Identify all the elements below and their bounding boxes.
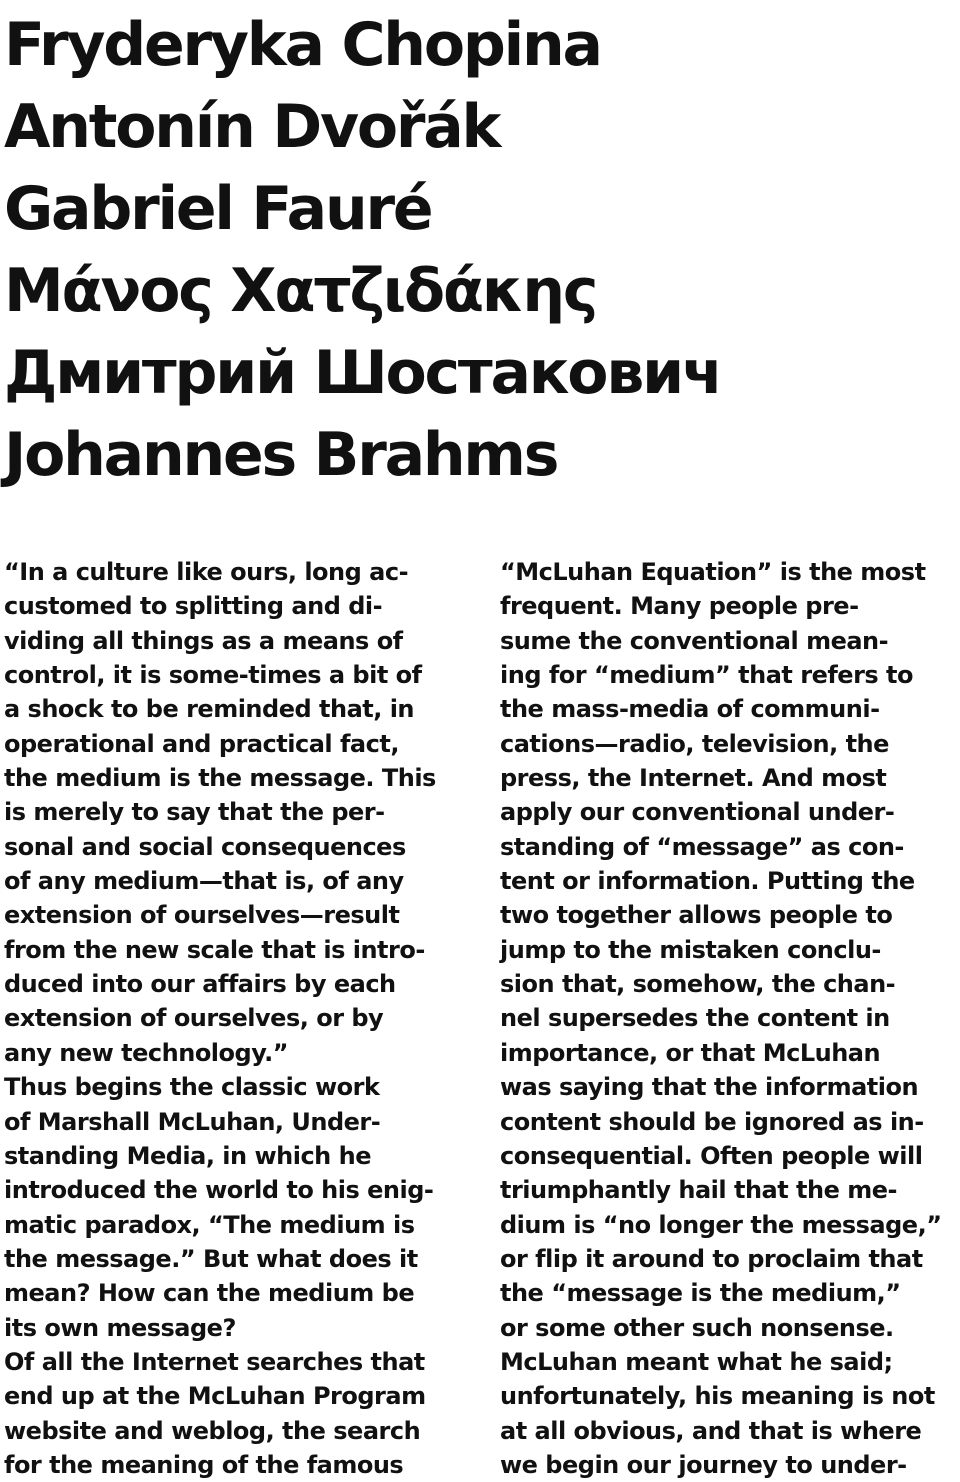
heading-hatzidakis: Μάνος Χατζιδάκης [4,256,597,326]
heading-dvorak: Antonín Dvořák [4,92,500,162]
text-line: sion that, somehow, the chan- [500,970,896,999]
text-line: of any medium—that is, of any [4,867,404,896]
body-text-right-column [500,555,956,1482]
text-line: the “message is the medium,” [500,1279,901,1308]
text-line: control, it is some-times a bit of [4,661,422,690]
heading-shostakovich: Дмитрий Шостакович [4,338,721,408]
text-line: duced into our affairs by each [4,970,396,999]
text-line: viding all things as a means of [4,626,403,655]
text-line: operational and practical fact, [4,729,399,758]
text-line: customed to splitting and di- [4,592,383,621]
text-line: “In a culture like ours, long ac- [4,558,409,586]
text-line: a shock to be reminded that, in [4,695,415,724]
text-line: importance, or that McLuhan [500,1038,881,1067]
text-line: standing of “message” as con- [500,832,904,861]
text-line: or some other such nonsense. [500,1313,894,1342]
text-line: from the new scale that is intro- [4,935,425,964]
text-line: sonal and social consequences [4,832,406,861]
text-line: for the meaning of the famous [4,1450,404,1479]
text-line: we begin our journey to under- [500,1450,907,1479]
text-line: end up at the McLuhan Program [4,1382,426,1411]
text-line: or flip it around to proclaim that [500,1244,923,1273]
text-line: press, the Internet. And most [500,764,887,793]
text-line: any new technology.” [4,1038,289,1067]
text-line: the message.” But what does it [4,1244,418,1273]
text-line: frequent. Many people pre- [500,592,859,621]
text-line: standing Media, in which he [4,1141,371,1170]
text-line: Thus begins the classic work [4,1073,380,1102]
text-line: consequential. Often people will [500,1141,923,1170]
text-line: was saying that the information [500,1073,919,1102]
text-line: its own message? [4,1313,236,1342]
composer-name-list [4,0,956,492]
text-line: introduced the world to his enig- [4,1176,434,1205]
text-line: mean? How can the medium be [4,1279,415,1308]
heading-brahms: Johannes Brahms [4,420,558,490]
text-line: two together allows people to [500,901,893,930]
text-line: of Marshall McLuhan, Under- [4,1107,381,1136]
text-line: apply our conventional under- [500,798,895,827]
text-line: jump to the mistaken conclu- [500,935,881,964]
text-line: triumphantly hail that the me- [500,1176,897,1205]
text-line: unfortunately, his meaning is not [500,1382,935,1411]
text-line: matic paradox, “The medium is [4,1210,415,1239]
text-line: the medium is the message. This [4,764,436,793]
text-line: is merely to say that the per- [4,798,385,827]
text-line: extension of ourselves, or by [4,1004,384,1033]
text-line: cations—radio, television, the [500,729,889,758]
text-line: sume the conventional mean- [500,626,889,655]
text-line: tent or information. Putting the [500,867,915,896]
text-line: ing for “medium” that refers to [500,661,914,690]
heading-chopin: Fryderyka Chopina [4,10,601,80]
text-line: at all obvious, and that is where [500,1416,922,1445]
text-line: extension of ourselves—result [4,901,400,930]
heading-faure: Gabriel Fauré [4,174,432,244]
text-line: Of all the Internet searches that [4,1347,425,1376]
body-text-left-column [4,555,474,1482]
text-line: McLuhan meant what he said; [500,1347,893,1376]
text-line: nel supersedes the content in [500,1004,890,1033]
text-line: website and weblog, the search [4,1416,421,1445]
text-line: content should be ignored as in- [500,1107,924,1136]
text-line: “McLuhan Equation” is the most [500,558,926,586]
text-line: the mass-media of communi- [500,695,880,724]
text-line: dium is “no longer the message,” [500,1210,942,1239]
